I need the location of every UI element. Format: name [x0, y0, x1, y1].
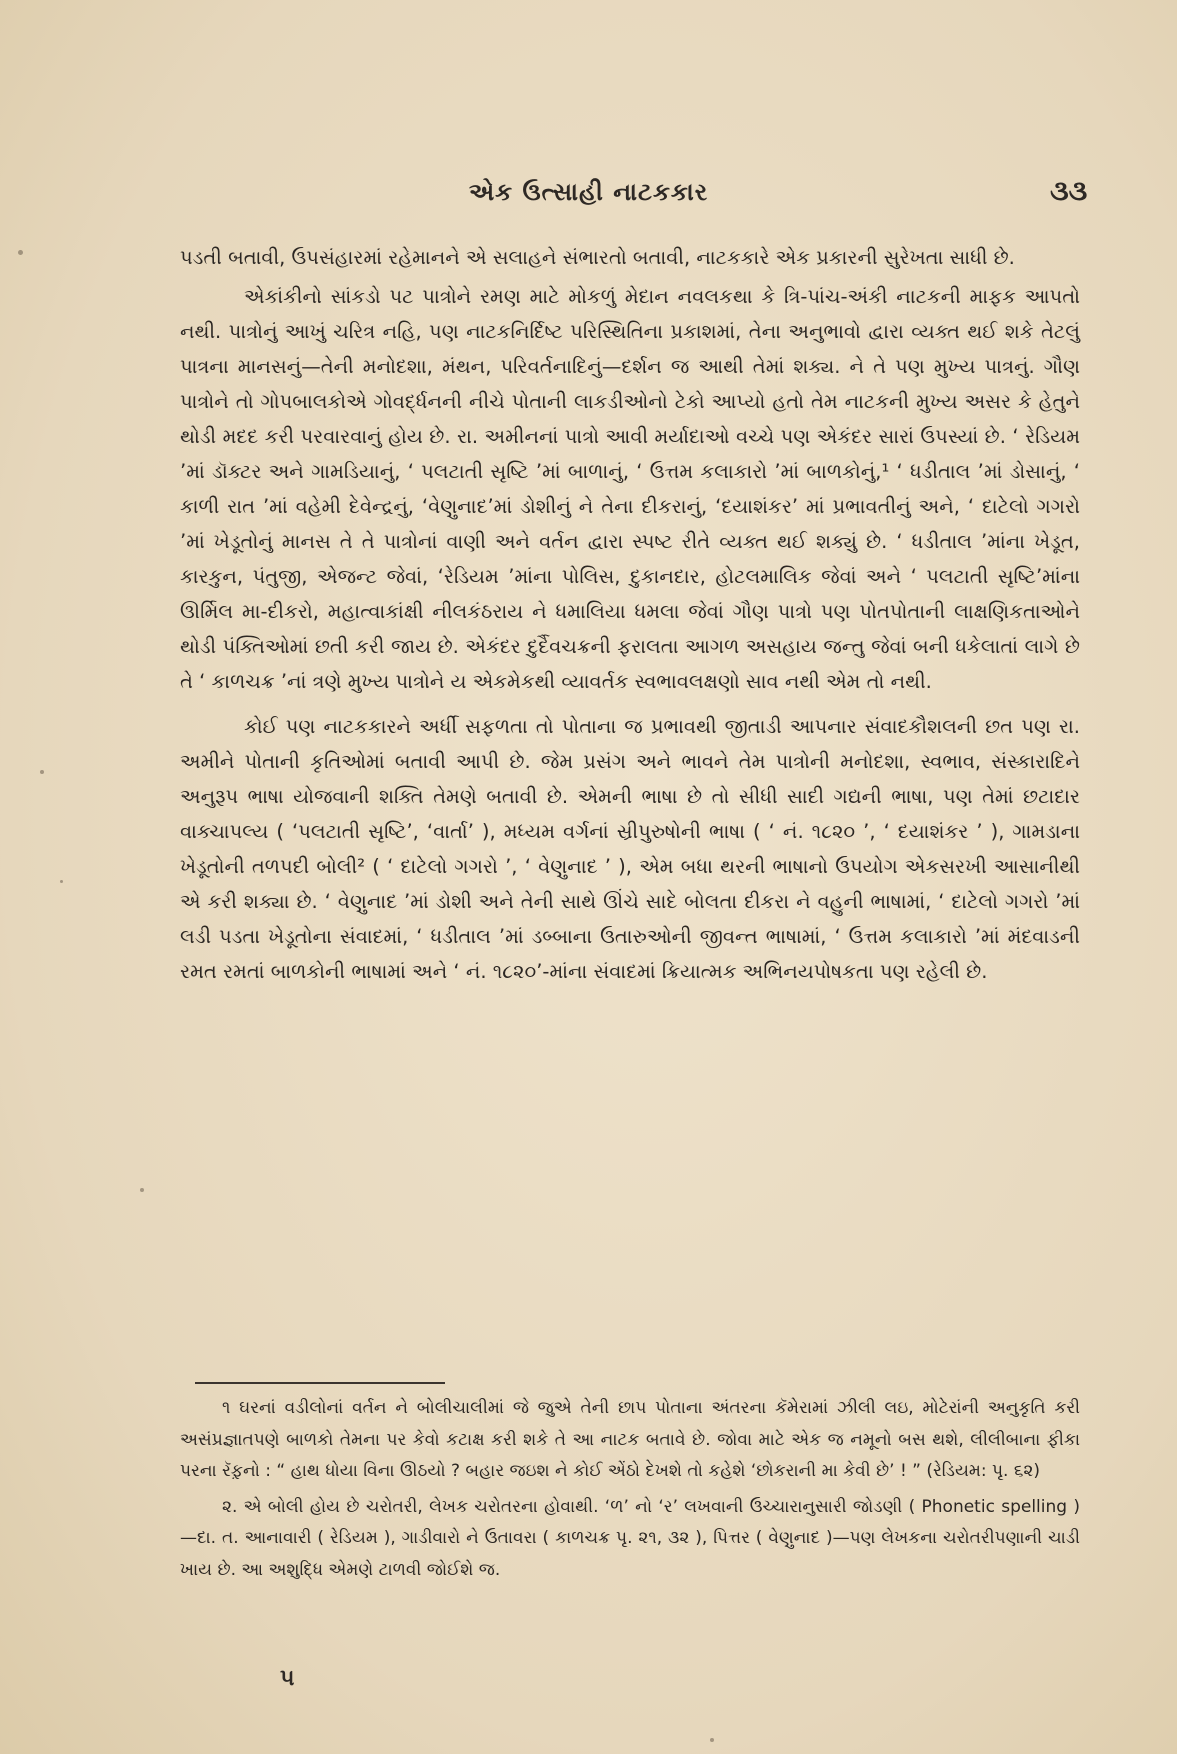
paper-speck [60, 880, 63, 883]
paragraph: પડતી બતાવી, ઉપસંહારમાં રહેમાનને એ સલાહને સંભારતો બતાવી, નાટકકારે એક પ્રકારની સુરેખતા સાધી છે. [180, 246, 1015, 269]
paper-speck [710, 1738, 714, 1742]
printer-signature-mark: ૫ [280, 1666, 295, 1691]
footnotes [180, 1393, 1080, 1586]
page-number: ૩૩ [1050, 174, 1088, 207]
page-header [0, 174, 1177, 218]
footnote: ૨. એ બોલી હોય છે ચરોતરી, લેખક ચરોતરના હોવાથી. ‘ળ’ નો ‘ર’ લખવાની ઉચ્ચારાનુસારી જોડણી ( Phonetic spelling )—દા. ત. આનાવારી ( રેડિયમ ), ગાડીવારો ને ઉતાવરા ( કાળચક્ર પૃ. ૨૧, ૩૨ ), પિત્તર ( વેણુનાદ )—પણ લેખકના ચરોતરીપણાની ચાડી ખાય છે. આ અશુદ્ધિ એમણે ટાળવી જોઈશે જ. [180, 1496, 1080, 1580]
paper-speck [40, 770, 44, 774]
paper-speck [18, 250, 23, 255]
footnote-rule [195, 1382, 445, 1384]
body-text [180, 240, 1080, 989]
footnote: ૧ ઘરનાં વડીલોનાં વર્તન ને બોલીચાલીમાં જે જુએ તેની છાપ પોતાના અંતરના કૅમેરામાં ઝીલી લઇ, મોટેરાંની અનુકૃતિ કરી અસંપ્રજ્ઞાતપણે બાળકો તેમના પર કેવો કટાક્ષ કરી શકે તે આ નાટક બતાવે છે. જોવા માટે એક જ નમૂનો બસ થશે, લીલીબાના ફીકા પરના રૅફ઼નો : “ હાથ ધોયા વિના ઊઠયો ? બહાર જઇશ ને કોઈ એંઠો દેખશે તો કહેશે ‘છોકરાની મા કેવી છે’ ! ” (રેડિયમ: પૃ. ૬૨) [180, 1398, 1080, 1481]
paragraph: કોઈ પણ નાટકકારને અર્ધી સફળતા તો પોતાના જ પ્રભાવથી જીતાડી આપનાર સંવાદકૌશલની છત પણ રા. અમીને પોતાની કૃતિઓમાં બતાવી આપી છે. જેમ પ્રસંગ અને ભાવને તેમ પાત્રોની મનોદશા, સ્વભાવ, સંસ્કારાદિને અનુરૂપ ભાષા યોજવાની શક્તિ તેમણે બતાવી છે. એમની ભાષા છે તો સીધી સાદી ગદ્યની ભાષા, પણ તેમાં છટાદાર વાક્ચાપલ્ય ( ‘પલટાતી સૃષ્ટિ’, ‘વાર્તા’ ), મધ્યમ વર્ગનાં સ્રીપુરુષોની ભાષા ( ‘ નં. ૧૮૨૦ ’, ‘ દયાશંકર ’ ), ગામડાના ખેડૂતોની તળપદી બોલી² ( ‘ દાટેલો ગગરો ’, ‘ વેણુનાદ ’ ), એમ બધા થરની ભાષાનો ઉપયોગ એકસરખી આસાનીથી એ કરી શક્યા છે. ‘ વેણુનાદ ’માં ડોશી અને તેની સાથે ઊંચે સાદે બોલતા દીકરા ને વહુની ભાષામાં, ‘ દાટેલો ગગરો ’માં લડી પડતા ખેડૂતોના સંવાદમાં, ‘ ધડીતાલ ’માં ડબ્બાના ઉતારુઓની જીવન્ત ભાષામાં, ‘ ઉત્તમ કલાકારો ’માં મંદવાડની રમત રમતાં બાળકોની ભાષામાં અને ‘ નં. ૧૮૨૦’-માંના સંવાદમાં ક્રિયાત્મક અભિનયપોષકતા પણ રહેલી છે. [180, 715, 1080, 983]
paper-speck [140, 1188, 144, 1192]
paragraph: એકાંકીનો સાંકડો પટ પાત્રોને રમણ માટે મોકળું મેદાન નવલકથા કે ત્રિ-પાંચ-અંકી નાટકની માફક આપતો નથી. પાત્રોનું આખું ચરિત્ર નહિ, પણ નાટકનિર્દિષ્ટ પરિસ્થિતિના પ્રકાશમાં, તેના અનુભાવો દ્વારા વ્યક્ત થઈ શકે તેટલું પાત્રના માનસનું—તેની મનોદશા, મંથન, પરિવર્તનાદિનું—દર્શન જ આથી તેમાં શક્ય. ને તે પણ મુખ્ય પાત્રનું. ગૌણ પાત્રોને તો ગોપબાલકોએ ગોવર્દ્ધનની નીચે પોતાની લાકડીઓનો ટેકો આપ્યો હતો તેમ નાટકની મુખ્ય અસર કે હેતુને થોડી મદદ કરી પરવારવાનું હોય છે. રા. અમીનનાં પાત્રો આવી મર્યાદાઓ વચ્ચે પણ એકંદર સારાં ઉપસ્યાં છે. ‘ રેડિયમ ’માં ડૉક્ટર અને ગામડિયાનું, ‘ પલટાતી સૃષ્ટિ ’માં બાળાનું, ‘ ઉત્તમ કલાકારો ’માં બાળકોનું,¹ ‘ ધડીતાલ ’માં ડોસાનું, ‘ કાળી રાત ’માં વહેમી દેવેન્દ્રનું, ‘વેણુનાદ’માં ડોશીનું ને તેના દીકરાનું, ‘દયાશંકર’ માં પ્રભાવતીનું અને, ‘ દાટેલો ગગરો ’માં ખેડૂતોનું માનસ તે તે પાત્રોનાં વાણી અને વર્તન દ્વારા સ્પષ્ટ રીતે વ્યક્ત થઈ શક્યું છે. ‘ ધડીતાલ ’માંના ખેડૂત, કારકુન, પંતુજી, એજન્ટ જેવાં, ‘રેડિયમ ’માંના પોલિસ, દુકાનદાર, હોટલમાલિક જેવાં અને ‘ પલટાતી સૃષ્ટિ’માંના ઊર્મિલ મા-દીકરો, મહાત્વાકાંક્ષી નીલકંઠરાય ને ધમાલિયા ધમલા જેવાં ગૌણ પાત્રો પણ પોતપોતાની લાક્ષણિકતાઓને થોડી પંક્તિઓમાં છતી કરી જાય છે. એકંદર દુર્દૈવચક્રની ફરાલતા આગળ અસહાય જન્તુ જેવાં બની ધકેલાતાં લાગે છે તે ‘ કાળચક્ર ’નાં ત્રણે મુખ્ય પાત્રોને ય એકમેકથી વ્યાવર્તક સ્વભાવલક્ષણો સાવ નથી એમ તો નથી. [180, 285, 1080, 693]
running-title: એક ઉત્સાહી નાટકકાર [468, 178, 709, 206]
